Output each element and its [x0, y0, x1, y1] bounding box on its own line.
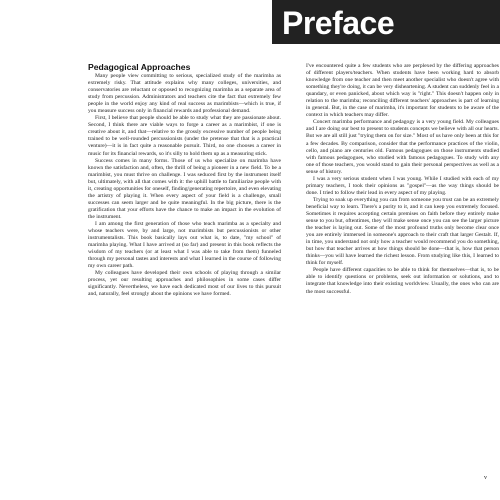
paragraph: My colleagues have developed their own schools of playing through a similar process, yet our resulting approaches and philosophies in some cases differ significantly. Nevertheless, we have each dedicated most of our lives to this pursuit and, naturally, feel strongly about the opinions we have formed.: [88, 270, 281, 298]
paragraph: Concert marimba performance and pedagogy is a very young field. My colleagues and I are doing our best to present to students concepts we believe with all our hearts. But we are all still just "trying them on for size." Most of us have only been at this for a few decades. By comparison, consider that the performance practices of the violin, cello, and piano are centuries old. Famous pedagogues on those instruments studied with famous pedagogues, who studied with famous pedagogues. To study with any one of those teachers, you would stand to gain their personal perspectives as well as a sense of history.: [306, 119, 499, 175]
page-number: v: [484, 475, 487, 481]
paragraph: People have different capacities to be able to think for themselves—that is, to be able to identify questions or problems, seek out information or solutions, and to integrate that knowledge into their existing worldview. Usually, the ones who can are the most successful.: [306, 267, 499, 295]
paragraph: Trying to soak up everything you can from someone you trust can be an extremely beneficial way to learn. There's a purity to it, and it can keep you extremely focused. Sometimes it requires accepting certain premises on faith before they entirely make sense to you but, oftentimes, they will make sense once you can see the larger picture the teacher is laying out. Some of the most profound truths only become clear once you are entirely immersed in someone's approach to their craft that larger Gestalt. If, in time, you understand not only how a teacher would recommend you do something, but how that teacher arrives at how things should be done—that is, how that person thinks—you will have learned the richest lesson. From studying like this, I learned to think for myself.: [306, 196, 499, 267]
paragraph: I was a very serious student when I was young. While I studied with each of my primary teachers, I took their opinions as "gospel"—as the way things should be done. I tried to follow their lead in every aspect of my playing.: [306, 175, 499, 196]
paragraph: Many people view committing to serious, specialized study of the marimba as extremely risky. That attitude explains why many colleges, universities, and conservatories are reluctant or opposed to recognizing marimba as a separate area of study from percussion. Administrators and teachers cite the fact that extremely few people in the world enjoy any kind of real success as marimbists—which is true, if you measure success only in financial rewards and professional demand.: [88, 73, 281, 115]
section-heading: Pedagogical Approaches: [88, 62, 191, 72]
paragraph: Success comes in many forms. Those of us who specialize on marimba have known the satisfaction and, often, the thrill of being a pioneer in a new field. To be a marimbist, you must thrive on challenge. I was seduced first by the instrument itself but, ultimately, with all that comes with it: the uphill battle to familiarize people with it, creating opportunities for oneself, finding/generating repertoire, and even elevating the artistry of playing it. When every aspect of your field is a challenge, small successes can seem larger and be quite meaningful. In the big picture, there is the gratification that your efforts have the chance to make an impact in the evolution of the instrument.: [88, 157, 281, 220]
paragraph: I've encountered quite a few students who are perplexed by the differing approaches of different players/teachers. When students have been working hard to absorb knowledge from one teacher and then meet another specialist who doesn't agree with something they're doing, it can be very disheartening. A student can suddenly feel in a quandary, or even panicked, about which way is "right." This doesn't happen only in relation to the marimba; reconciling different teachers' approaches is part of learning in general. But, in the case of marimba, it's important for students to be aware of the context in which teachers may differ.: [306, 63, 499, 119]
right-column: [306, 63, 499, 491]
paragraph: First, I believe that people should be able to study what they are passionate about. Second, I think there are viable ways to forge a career as a marimbist, if one is creative about it, and that—relative to the grossly excessive number of people being trained to be well-rounded percussionists (under the pretense that that is a practical venture)—it is in fact quite a reasonable pursuit. Third, no one chooses a career in music for its financial rewards, so it's silly to hold them up as a measuring stick.: [88, 115, 281, 157]
left-column: [88, 62, 281, 490]
page-title: Preface: [282, 5, 395, 41]
paragraph: I am among the first generation of those who teach marimba as a specialty and whose teachers were, by and large, not marimbists but percussionists or other instrumentalists. This book basically lays out what is, to date, "my school" of marimba playing. What I have arrived at (so far) and present in this book reflects the wisdom of my teachers (or at least what I was able to take from them) funneled through my personal tastes and interests and what I learned in the course of following my own career path.: [88, 220, 281, 270]
